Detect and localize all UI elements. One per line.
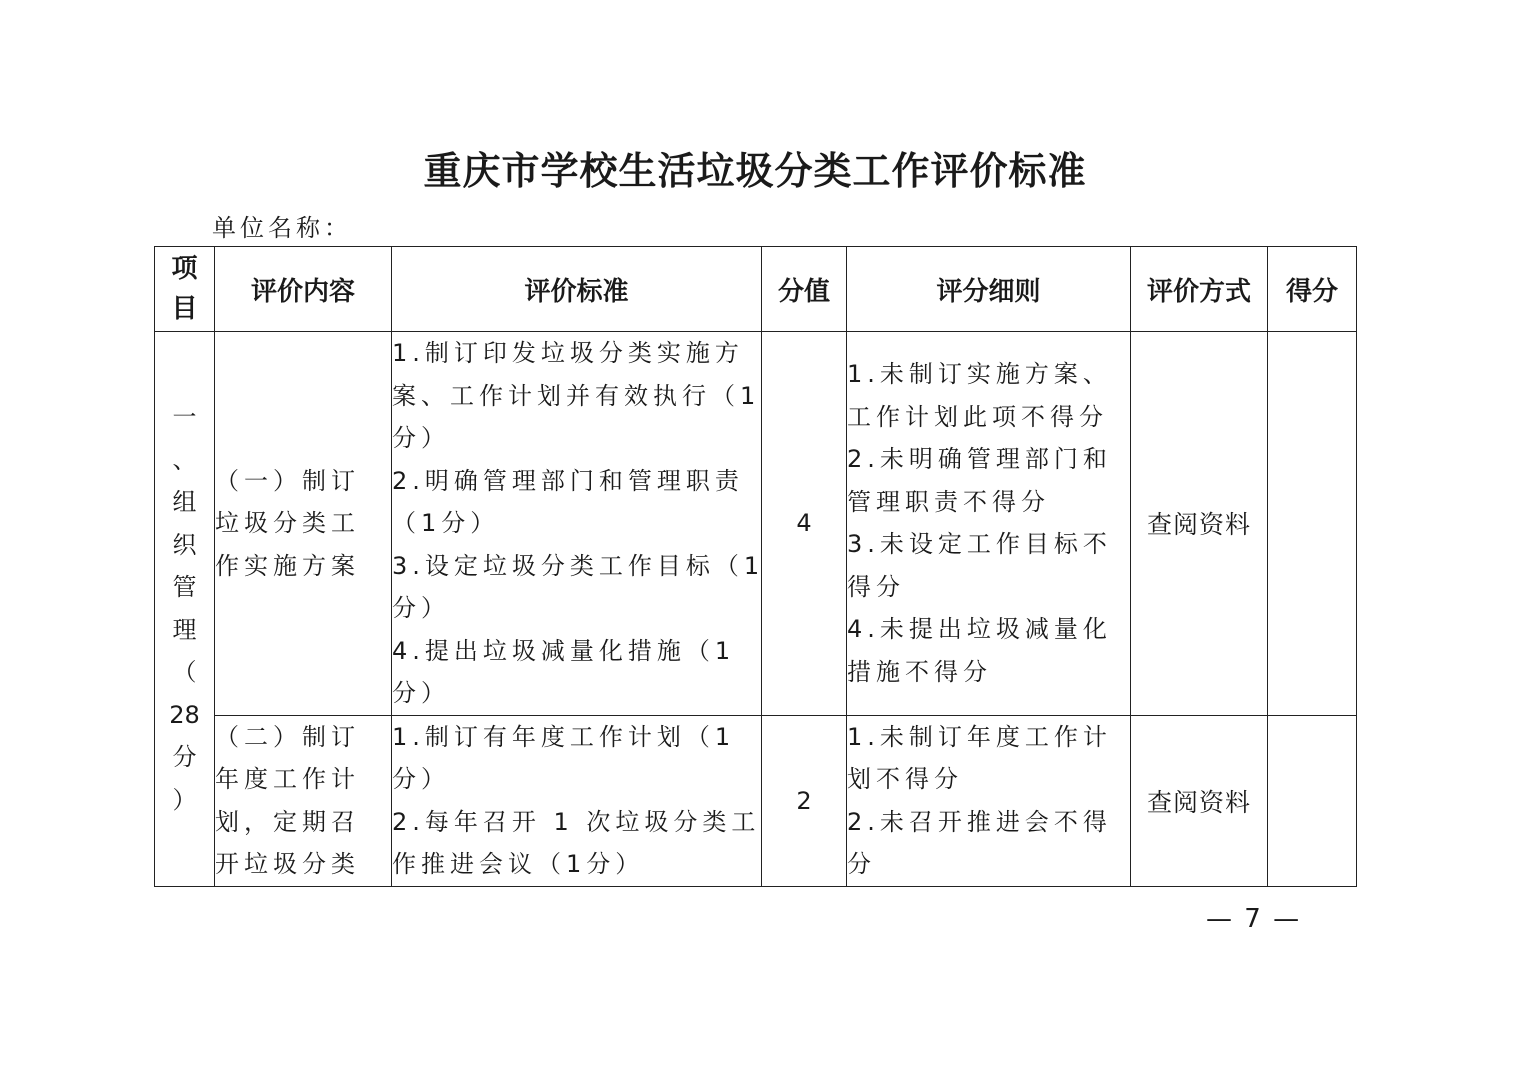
category-char: 分: [172, 743, 197, 772]
category-char: 28: [169, 700, 200, 729]
content-line: （二）制订: [215, 722, 360, 751]
standard-cell: [392, 332, 765, 716]
category-char: 组: [172, 488, 197, 517]
rules-line: 1.未制订年度工作计: [847, 722, 1112, 751]
category-char: （: [172, 658, 197, 687]
table-row: [155, 332, 1357, 716]
unit-name-label: 单位名称：: [212, 214, 352, 242]
rules-line: 管理职责不得分: [847, 487, 1050, 516]
content-cell: [215, 715, 392, 886]
header-result: 得分: [1268, 247, 1357, 332]
content-line: 作实施方案: [215, 551, 360, 580]
standard-line: 3.设定垃圾分类工作目标（1: [392, 551, 765, 580]
method-cell: 查阅资料: [1131, 332, 1268, 716]
content-line: （一）制订: [215, 466, 360, 495]
header-standard: 评价标准: [392, 247, 762, 332]
rules-cell: [847, 332, 1131, 716]
result-cell[interactable]: [1268, 332, 1357, 716]
score-cell: 2: [762, 715, 847, 886]
content-cell: [215, 332, 392, 716]
standard-line: 案、工作计划并有效执行（1: [392, 381, 761, 410]
rules-line: 工作计划此项不得分: [847, 402, 1108, 431]
category-char: 管: [172, 573, 197, 602]
method-cell: 查阅资料: [1131, 715, 1268, 886]
content-line: 年度工作计: [215, 765, 360, 793]
standard-line: 2.每年召开 1 次垃圾分类工: [392, 807, 761, 836]
header-rules: 评分细则: [847, 247, 1131, 332]
standard-line: 2.明确管理部门和管理职责: [392, 466, 744, 495]
standard-line: 分）: [392, 594, 450, 622]
evaluation-table: [154, 246, 1357, 887]
page-number: — 7 —: [1206, 904, 1302, 934]
header-method: 评价方式: [1131, 247, 1268, 332]
standard-line: 1.制订有年度工作计划（1: [392, 722, 736, 751]
standard-line: 作推进会议（1分）: [392, 850, 645, 878]
rules-line: 2.未召开推进会不得: [847, 807, 1112, 836]
standard-line: （1分）: [392, 509, 500, 537]
rules-line: 得分: [847, 572, 905, 601]
rules-line: 划不得分: [847, 765, 963, 793]
result-cell[interactable]: [1268, 715, 1357, 886]
standard-line: 分）: [392, 424, 450, 452]
rules-line: 2.未明确管理部门和: [847, 445, 1112, 474]
category-char: 、: [172, 445, 197, 474]
standard-cell: [392, 715, 762, 886]
table-row: [155, 715, 1357, 886]
content-line: 开垃圾分类: [215, 850, 360, 878]
header-content: 评价内容: [215, 247, 392, 332]
document-title: 重庆市学校生活垃圾分类工作评价标准: [423, 148, 1087, 193]
category-char: ）: [172, 785, 197, 814]
table-header-row: [155, 247, 1357, 332]
category-cell: [155, 332, 215, 887]
rules-line: 1.未制订实施方案、: [847, 360, 1112, 389]
category-char: 织: [172, 530, 197, 559]
standard-line: 分）: [392, 679, 450, 707]
standard-line: 分）: [392, 765, 450, 793]
content-line: 垃圾分类工: [215, 509, 360, 537]
header-score: 分值: [762, 247, 847, 332]
standard-line: 1.制订印发垃圾分类实施方: [392, 339, 744, 367]
header-item-line1: 项: [171, 254, 198, 284]
content-line: 划，定期召: [215, 807, 360, 836]
rules-cell: [847, 715, 1131, 886]
category-char: 理: [172, 615, 197, 644]
header-item: [155, 247, 215, 332]
rules-line: 4.未提出垃圾减量化: [847, 615, 1112, 644]
category-char: 一: [172, 403, 197, 432]
header-item-line2: 目: [171, 294, 198, 324]
score-cell: 4: [762, 332, 847, 716]
rules-line: 分: [847, 850, 876, 878]
rules-line: 措施不得分: [847, 657, 992, 686]
rules-line: 3.未设定工作目标不: [847, 530, 1112, 559]
standard-line: 4.提出垃圾减量化措施（1: [392, 636, 736, 665]
